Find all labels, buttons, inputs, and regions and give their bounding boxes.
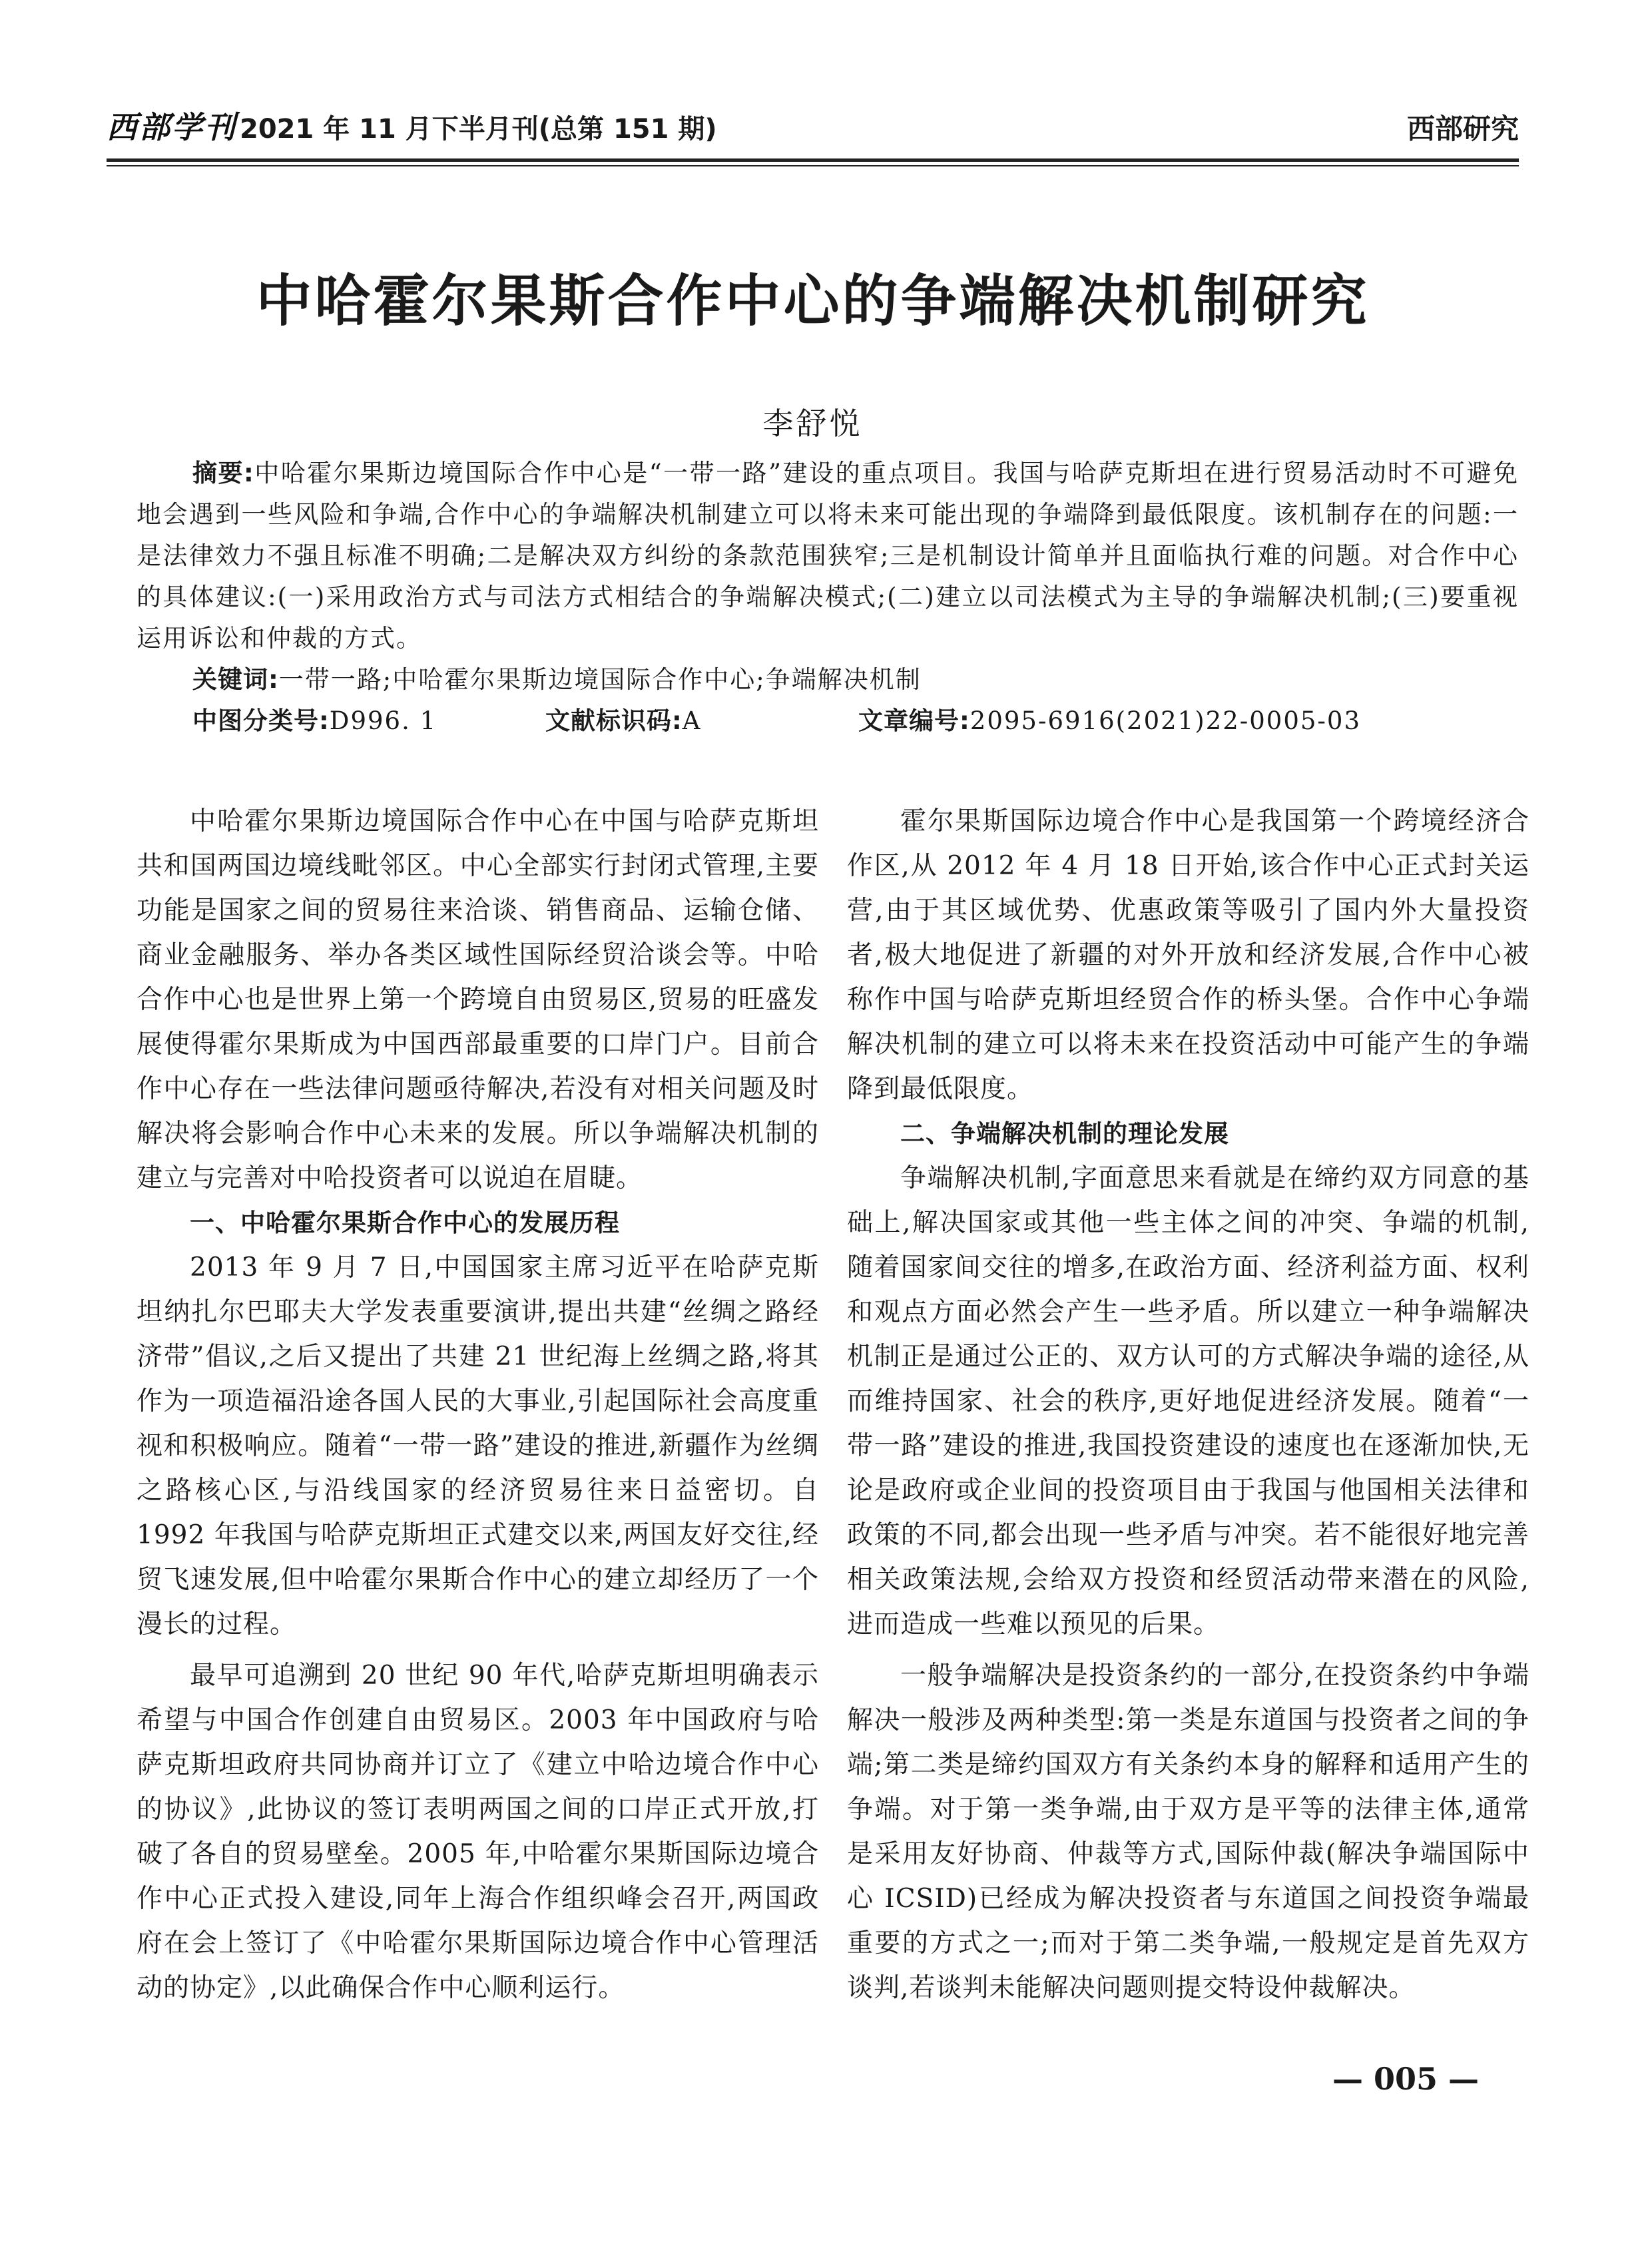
document-code [545,701,858,742]
classification-row [137,701,1519,742]
page-number: — 005 — [1332,2061,1479,2097]
paragraph: 霍尔果斯国际边境合作中心是我国第一个跨境经济合作区,从 2012 年 4 月 18 日开始,该合作中心正式封关运营,由于其区域优势、优惠政策等吸引了国内外大量投资者,极大地促进了新疆的对外开放和经济发展,合作中心被称作中国与哈萨克斯坦经贸合作的桥头堡。合作中心争端解决机制的建立可以将未来在投资活动中可能产生的争端降到最低限度。 [847,806,1529,1104]
header-rule [107,158,1519,162]
abstract-label: 摘要: [192,459,254,487]
journal-logo: 西部学刊 [107,109,237,145]
left-column [137,799,819,2010]
keywords-text: 一带一路;中哈霍尔果斯边境国际合作中心;争端解决机制 [278,665,922,694]
article-title: 中哈霍尔果斯合作中心的争端解决机制研究 [256,268,1370,334]
paragraph: 中哈霍尔果斯边境国际合作中心在中国与哈萨克斯坦共和国两国边境线毗邻区。中心全部实行封闭式管理,主要功能是国家之间的贸易往来洽谈、销售商品、运输仓储、商业金融服务、举办各类区域性国际经贸洽谈会等。中哈合作中心也是世界上第一个跨境自由贸易区,贸易的旺盛发展使得霍尔果斯成为中国西部最重要的口岸门户。目前合作中心存在一些法律问题亟待解决,若没有对相关问题及时解决将会影响合作中心未来的发展。所以争端解决机制的建立与完善对中哈投资者可以说迫在眉睫。 [137,806,819,1193]
abstract [137,453,1519,659]
section-heading: 一、中哈霍尔果斯合作中心的发展历程 [190,1209,620,1237]
issue-info: 2021 年 11 月下半月刊(总第 151 期) [240,114,717,144]
clc-number [137,701,545,742]
paragraph: 一般争端解决是投资条约的一部分,在投资条约中争端解决一般涉及两种类型:第一类是东道国与投资者之间的争端;第二类是缔约国双方有关条约本身的解释和适用产生的争端。对于第一类争端,由于双方是平等的法律主体,通常是采用友好协商、仲裁等方式,国际仲裁(解决争端国际中心 ICSID)已经成为解决投资者与东道国之间投资争端最重要的方式之一;而对于第二类争端,一般规定是首先双方谈判,若谈判未能解决问题则提交特设仲裁解决。 [847,1661,1529,2003]
paragraph: 争端解决机制,字面意思来看就是在缔约双方同意的基础上,解决国家或其他一些主体之间的冲突、争端的机制,随着国家间交往的增多,在政治方面、经济利益方面、权利和观点方面必然会产生一些矛盾。所以建立一种争端解决机制正是通过公正的、双方认可的方式解决争端的途径,从而维持国家、社会的秩序,更好地促进经济发展。随着“一带一路”建设的推进,我国投资建设的速度也在逐渐加快,无论是政府或企业间的投资项目由于我国与他国相关法律和政策的不同,都会出现一些矛盾与冲突。若不能很好地完善相关政策法规,会给双方投资和经贸活动带来潜在的风险,进而造成一些难以预见的后果。 [847,1163,1529,1639]
article-number [858,701,1361,742]
article-label: 文章编号: [858,706,970,735]
clc-value: D996. 1 [329,706,437,735]
doc-label: 文献标识码: [545,706,683,735]
keywords-label: 关键词: [192,665,279,694]
doc-value: A [682,706,702,735]
keywords [137,659,1519,701]
header-rule-thin [107,165,1519,166]
article-author: 李舒悦 [762,406,863,441]
header-left [107,103,717,147]
clc-label: 中图分类号: [192,706,330,735]
section-name: 西部研究 [1406,113,1519,145]
right-column [847,799,1529,2010]
abstract-text: 中哈霍尔果斯边境国际合作中心是“一带一路”建设的重点项目。我国与哈萨克斯坦在进行贸易活动时不可避免地会遇到一些风险和争端,合作中心的争端解决机制建立可以将未来可能出现的争端降到最低限度。该机制存在的问题:一是法律效力不强且标准不明确;二是解决双方纠纷的条款范围狭窄;三是机制设计简单并且面临执行难的问题。对合作中心的具体建议:(一)采用政治方式与司法方式相结合的争端解决模式;(二)建立以司法模式为主导的争端解决机制;(三)要重视运用诉讼和仲裁的方式。 [137,459,1519,653]
article-value: 2095-6916(2021)22-0005-03 [969,706,1361,735]
abstract-block [137,453,1519,742]
paragraph: 最早可追溯到 20 世纪 90 年代,哈萨克斯坦明确表示希望与中国合作创建自由贸易区。2003 年中国政府与哈萨克斯坦政府共同协商并订立了《建立中哈边境合作中心的协议》,此协议的签订表明两国之间的口岸正式开放,打破了各自的贸易壁垒。2005 年,中哈霍尔果斯国际边境合作中心正式投入建设,同年上海合作组织峰会召开,两国政府在会上签订了《中哈霍尔果斯国际边境合作中心管理活动的协定》,以此确保合作中心顺利运行。 [137,1661,819,2003]
section-heading: 二、争端解决机制的理论发展 [900,1119,1229,1148]
running-header [107,110,1519,156]
paragraph: 2013 年 9 月 7 日,中国国家主席习近平在哈萨克斯坦纳扎尔巴耶夫大学发表重要演讲,提出共建“丝绸之路经济带”倡议,之后又提出了共建 21 世纪海上丝绸之路,将其作为一项造福沿途各国人民的大事业,引起国际社会高度重视和积极响应。随着“一带一路”建设的推进,新疆作为丝绸之路核心区,与沿线国家的经济贸易往来日益密切。自 1992 年我国与哈萨克斯坦正式建交以来,两国友好交往,经贸飞速发展,但中哈霍尔果斯合作中心的建立却经历了一个漫长的过程。 [137,1253,819,1639]
